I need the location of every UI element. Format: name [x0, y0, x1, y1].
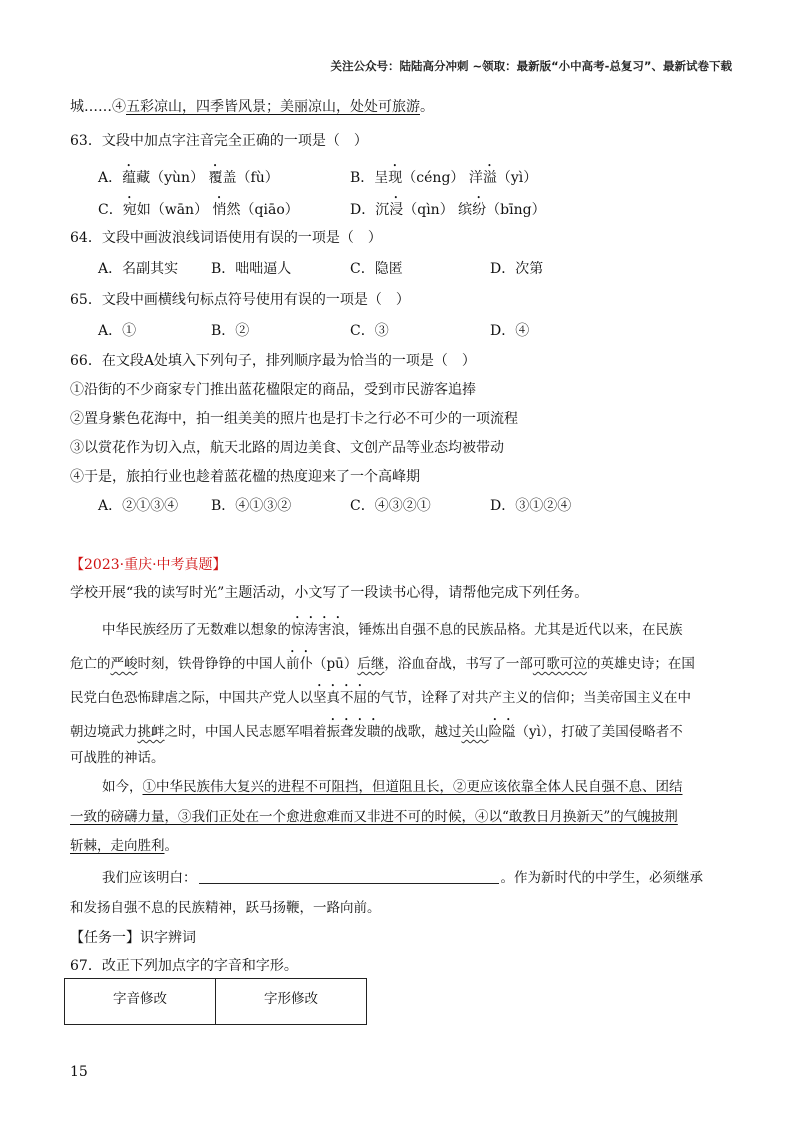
q64-option-d[interactable]: D．次第	[490, 261, 544, 277]
table-header-character: 字形修改	[216, 979, 367, 1025]
q65-option-a[interactable]: A．①	[98, 323, 137, 339]
q65-option-c[interactable]: C．③	[350, 323, 389, 339]
page-number: 15	[70, 1064, 88, 1080]
passage-line-10: 和发扬自强不息的民族精神，跃马扬鞭，一路向前。	[70, 900, 381, 916]
q63-option-c[interactable]: C．宛如（wān） 悄然（qiāo）	[98, 202, 299, 218]
q66-option-c[interactable]: C．④③②①	[350, 498, 431, 514]
q65-option-d[interactable]: D．④	[490, 323, 530, 339]
q66-sentence-2: ②置身紫色花海中，拍一组美美的照片也是打卡之行必不可少的一项流程	[70, 411, 518, 427]
page-header: 关注公众号：陆陆高分冲刺 ~领取：最新版“小中高考-总复习”、最新试卷下载	[330, 59, 732, 73]
activity-intro: 学校开展“我的读写时光”主题活动，小文写了一段读书心得，请帮他完成下列任务。	[70, 585, 589, 601]
intro-line: 城……④五彩凉山，四季皆风景；美丽凉山，处处可旅游。	[70, 99, 434, 115]
passage-line-1: 中华民族经历了无数难以想象的惊涛害浪，锤炼出自强不息的民族品格。尤其是近代以来，在民族	[102, 622, 683, 638]
passage-line-5: 可战胜的神话。	[70, 750, 165, 766]
task-1-heading: 【任务一】识字辨词	[70, 930, 196, 946]
question-64-stem: 64．文段中画波浪线词语使用有误的一项是（ ）	[70, 230, 382, 246]
q66-sentence-3: ③以赏花作为切入点，航天北路的周边美食、文创产品等业态均被带动	[70, 440, 504, 456]
section-tag: 【2023·重庆·中考真题】	[70, 557, 227, 573]
question-65-stem: 65．文段中画横线句标点符号使用有误的一项是（ ）	[70, 292, 410, 308]
q64-option-a[interactable]: A．名副其实	[98, 261, 179, 277]
passage-line-3: 民党白色恐怖肆虐之际，中国共产党人以坚真不屈的气节，诠释了对共产主义的信仰；当美帝国主义在中	[70, 690, 691, 706]
underlined-sentence-4: 五彩凉山，四季皆风景；美丽凉山，处处可旅游	[126, 99, 420, 115]
question-66-stem: 66．在文段A处填入下列句子，排列顺序最为恰当的一项是（ ）	[70, 353, 476, 369]
q64-option-c[interactable]: C．隐匿	[350, 261, 403, 277]
q63-option-d[interactable]: D．沉浸（qìn） 缤纷（bīng）	[350, 202, 546, 218]
q66-sentence-4: ④于是，旅拍行业也趁着蓝花楹的热度迎来了一个高峰期	[70, 469, 420, 485]
q65-option-b[interactable]: B．②	[211, 323, 250, 339]
q66-option-a[interactable]: A．②①③④	[98, 498, 179, 514]
passage-line-2: 危亡的严峻时刻，铁骨铮铮的中国人前仆（pū）后继，浴血奋战，书写了一部可歌可泣的英雄史诗；在国	[70, 656, 695, 672]
question-63-stem: 63．文段中加点字注音完全正确的一项是（ ）	[70, 133, 368, 149]
question-67-stem: 67．改正下列加点字的字音和字形。	[70, 958, 298, 974]
passage-line-7: 一致的磅礴力量，③我们正处在一个愈进愈难而又非进不可的时候，④以“敢教日月换新天”的气魄披荆	[70, 809, 678, 825]
passage-line-9: 我们应该明白： 。作为新时代的中学生，必须继承	[102, 870, 703, 886]
q64-option-b[interactable]: B．咄咄逼人	[211, 261, 292, 277]
answer-table	[64, 978, 367, 1025]
q66-option-b[interactable]: B．④①③②	[211, 498, 292, 514]
q66-option-d[interactable]: D．③①②④	[490, 498, 572, 514]
table-header-pronunciation: 字音修改	[65, 979, 216, 1025]
passage-line-6: 如今，①中华民族伟大复兴的进程不可阻挡，但道阻且长，②更应该依靠全体人民自强不息、团结	[102, 779, 683, 795]
q63-option-a[interactable]: A．蕴藏（yùn） 覆盖（fù）	[98, 170, 279, 186]
q63-option-b[interactable]: B．呈现（céng） 洋溢（yì）	[350, 170, 538, 186]
passage-line-8: 斩棘，走向胜利。	[70, 838, 178, 854]
answer-blank[interactable]	[199, 869, 499, 884]
passage-line-4: 朝边境武力挑衅之时，中国人民志愿军唱着振聋发聩的战歌，越过关山险隘（yì），打破了美国侵略者不	[70, 724, 683, 740]
q66-sentence-1: ①沿街的不少商家专门推出蓝花楹限定的商品，受到市民游客追捧	[70, 382, 476, 398]
